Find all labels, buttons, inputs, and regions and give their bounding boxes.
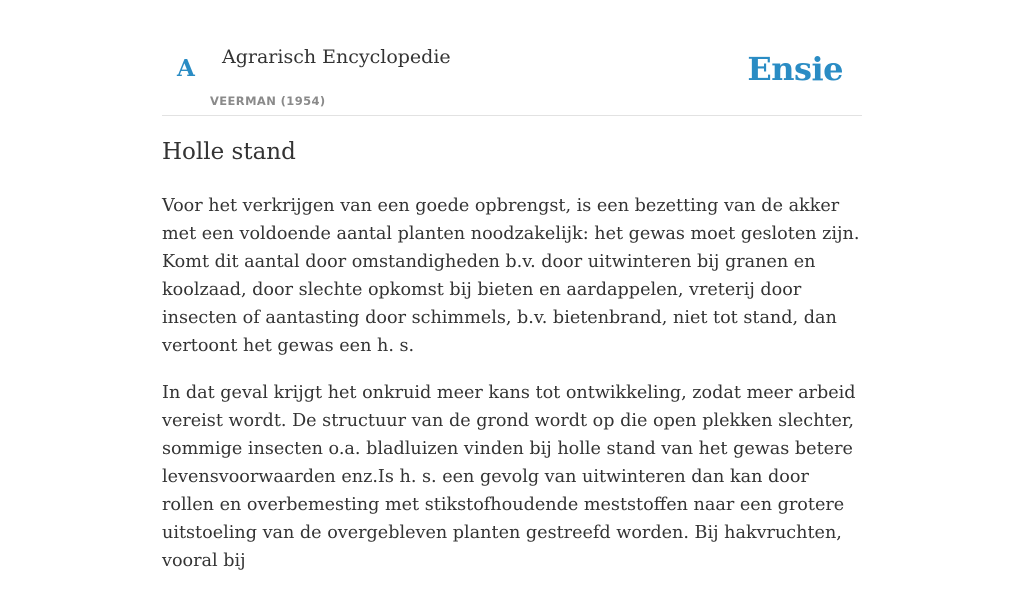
book-title-link[interactable]: Agrarisch Encyclopedie	[222, 46, 451, 68]
article-paragraph: Voor het verkrijgen van een goede opbrengst, is een bezetting van de akker met een voldoende aantal planten noodzakelijk: het gewas moet gesloten zijn. Komt dit aantal door omstandigheden b.v. door uitwinteren bij granen en koolzaad, door slechte opkomst bij bieten en aardappelen, vreterij door insecten of aantasting door schimmels, b.v. bietenbrand, niet tot stand, dan vertoont het gewas een h. s.	[162, 196, 860, 356]
article-title: Holle stand	[162, 139, 296, 165]
article-body	[162, 192, 862, 594]
book-author: VEERMAN (1954)	[210, 94, 326, 108]
article-paragraph: In dat geval krijgt het onkruid meer kans tot ontwikkeling, zodat meer arbeid vereist wordt. De structuur van de grond wordt op die open plekken slechter, sommige insecten o.a. bladluizen vinden bij holle stand van het gewas betere levensvoorwaarden enz.Is h. s. een gevolg van uitwinteren dan kan door rollen en overbemesting met stikstofhoudende meststoffen naar een grotere uitstoeling van de overgebleven planten gestreefd worden. Bij hakvruchten, vooral bij	[162, 383, 856, 571]
book-header	[162, 40, 862, 116]
book-letter-link[interactable]: A	[177, 55, 195, 82]
ensie-logo[interactable]: Ensie	[747, 50, 843, 88]
